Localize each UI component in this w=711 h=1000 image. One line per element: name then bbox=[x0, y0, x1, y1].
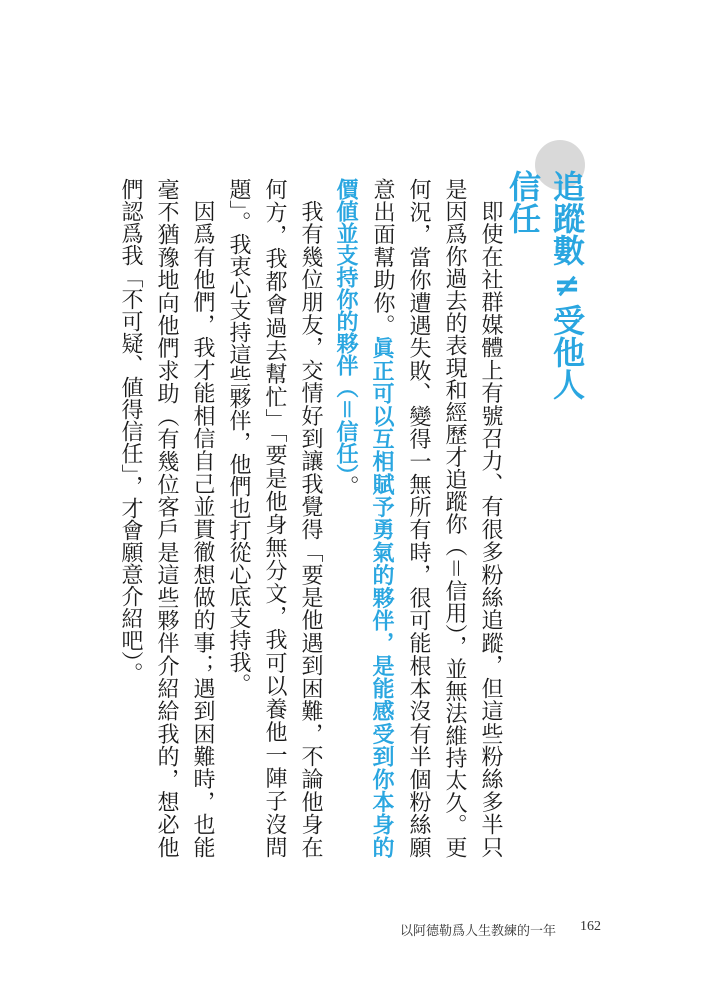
paragraph-1 bbox=[328, 178, 508, 858]
body-text bbox=[118, 178, 508, 859]
footer-book-title: 以阿德勒爲人生教練的一年 bbox=[400, 924, 557, 939]
page-number: 162 bbox=[580, 919, 601, 934]
section-title: 追蹤數≠受他人信任 bbox=[504, 170, 586, 400]
highlight-text: 眞正可以互相賦予勇氣的夥伴，是能感受到你本身的價値並支持你的夥伴（＝信任） bbox=[333, 178, 395, 859]
paragraph-1-end: 。 bbox=[334, 475, 359, 497]
paragraph-3: 因爲有他們，我才能相信自己並貫徹想做的事；遇到困難時，也能毫不猶豫地向他們求助（有幾位客戶是這些夥伴介紹給我的，想必他們認爲我「不可疑、値得信任」，才會願意介紹吧）。 bbox=[118, 178, 215, 858]
paragraph-1-text: 即使在社群媒體上有號召力、有很多粉絲追蹤，但這些粉絲多半只是因爲你過去的表現和經歷才追蹤你（＝信用），並無法維持太久。更何況，當你遭遇失敗、變得一無所有時，很可能根本沒有半個粉絲願意出面幫助你。 bbox=[370, 178, 503, 858]
paragraph-2: 我有幾位朋友，交情好到讓我覺得「要是他遇到困難，不論他身在何方，我都會過去幫忙」「要是他身無分文，我可以養他一陣子沒問題」。我衷心支持這些夥伴，他們也打從心底支持我。 bbox=[226, 178, 323, 858]
